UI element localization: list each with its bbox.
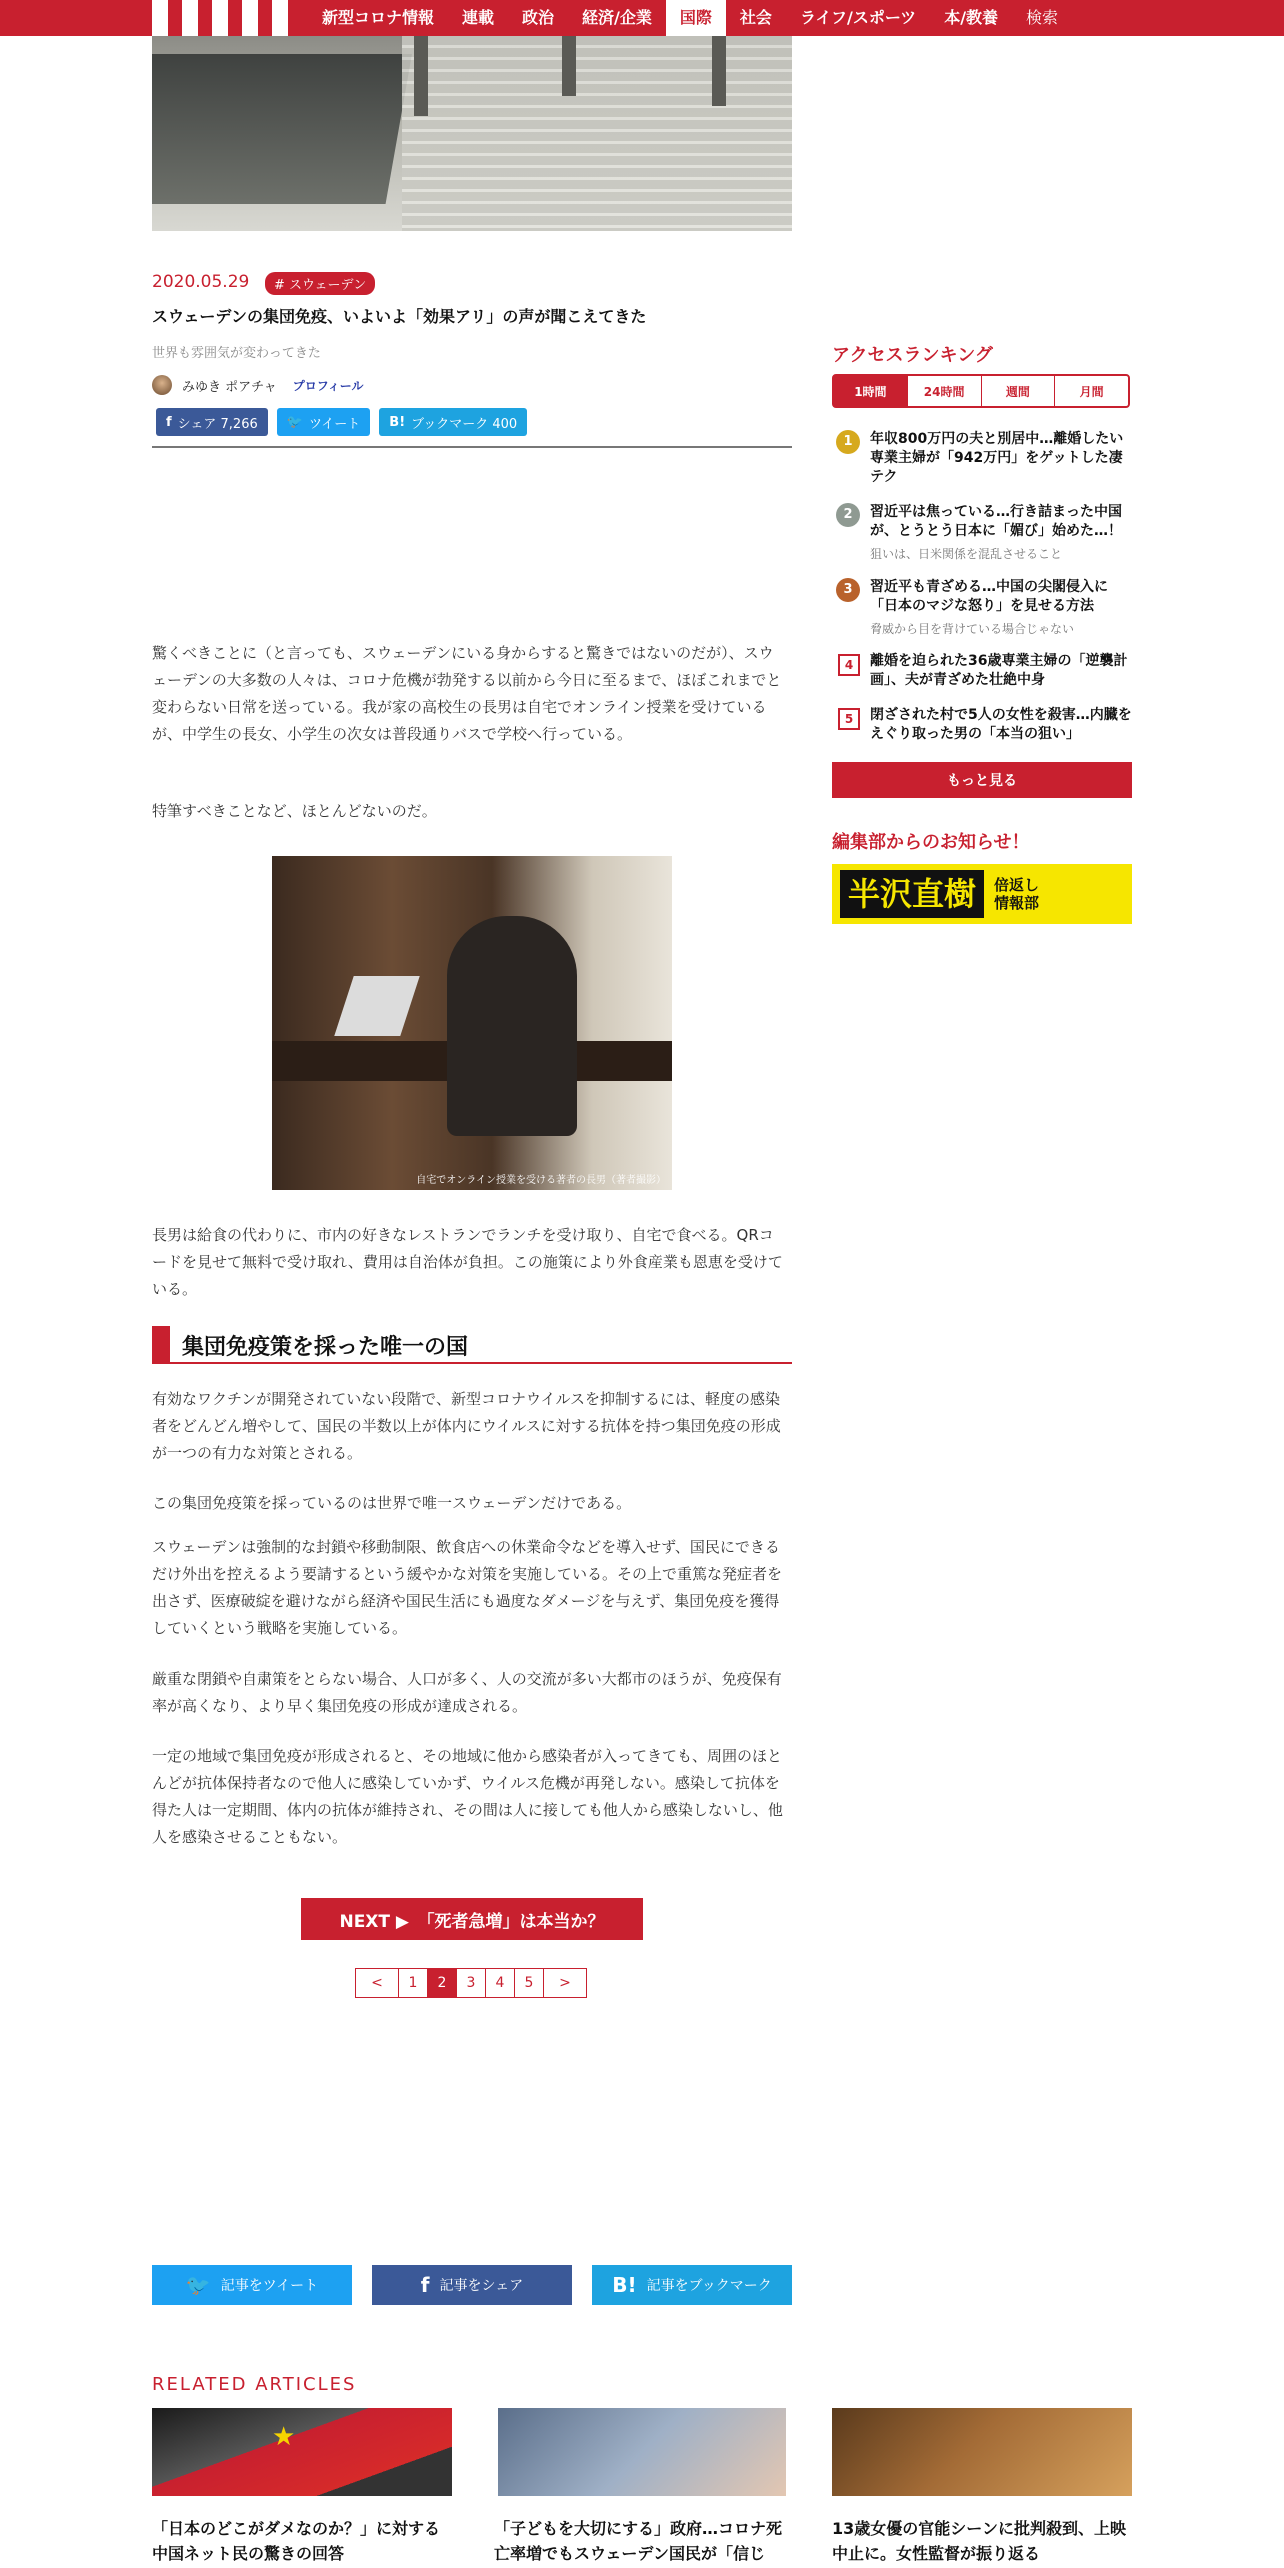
paragraph: 一定の地域で集団免疫が形成されると、その地域に他から感染者が入ってきても、周囲のほとんどが抗体保持者なので他人に感染していかず、ウイルス危機が再発しない。感染して抗体を得た人は一定期間、体内の抗体が維持され、その間は人に接しても他人から感染しないし、他人を感染させることもない。 bbox=[152, 1747, 783, 1846]
author-name: みゆき ポアチャ bbox=[182, 379, 277, 395]
ranking-title-text: 年収800万円の夫と別居中…離婚したい専業主婦が「942万円」をゲットした凄テク bbox=[870, 431, 1124, 485]
tab-week[interactable]: 週間 bbox=[982, 376, 1056, 406]
divider bbox=[152, 446, 792, 448]
related-thumb-2[interactable] bbox=[498, 2408, 786, 2496]
rank-badge-silver: 2 bbox=[836, 503, 860, 527]
facebook-icon: f bbox=[420, 2273, 430, 2297]
article-date: 2020.05.29 bbox=[152, 272, 250, 292]
related-thumb-1[interactable] bbox=[152, 2408, 452, 2496]
related-title-2[interactable]: 「子どもを大切にする」政府…コロナ死亡率増でもスウェーデン国民が「信じ bbox=[494, 2519, 783, 2563]
facebook-share-button[interactable]: f シェア 7,266 bbox=[156, 408, 268, 436]
tweet-button[interactable]: 🐦 ツイート bbox=[277, 408, 371, 436]
ranking-subtitle: 脅威から目を背けている場合じゃない bbox=[870, 622, 1075, 636]
profile-link[interactable]: プロフィール bbox=[292, 378, 364, 393]
article-tag[interactable]: # スウェーデン bbox=[265, 272, 375, 295]
pager-page-3[interactable]: 3 bbox=[457, 1969, 486, 1997]
hero-image bbox=[152, 36, 792, 231]
rank-badge-gold: 1 bbox=[836, 430, 860, 454]
ranking-item[interactable] bbox=[832, 578, 1132, 638]
nav-item-series[interactable]: 連載 bbox=[462, 8, 495, 27]
pager-page-1[interactable]: 1 bbox=[399, 1969, 428, 1997]
author-line bbox=[152, 375, 364, 395]
pagination bbox=[355, 1968, 587, 1998]
ranking-item[interactable] bbox=[832, 652, 1132, 696]
notice-title: 編集部からのお知らせ！ bbox=[832, 832, 1030, 853]
ranking-title-text: 閉ざされた村で5人の女性を殺害…内臓をえぐり取った男の「本当の狙い」 bbox=[870, 707, 1132, 742]
ranking-title: アクセスランキング bbox=[832, 345, 993, 366]
nav-item-books[interactable]: 本/教養 bbox=[944, 8, 999, 27]
ranking-subtitle: 狙いは、日米関係を混乱させること bbox=[870, 547, 1063, 561]
rank-badge: 5 bbox=[838, 708, 860, 730]
hatena-bookmark-button[interactable]: B! ブックマーク 400 bbox=[379, 408, 527, 436]
ranking-title-text: 習近平は焦っている…行き詰まった中国が、とうとう日本に「媚び」始めた…！ bbox=[870, 504, 1122, 539]
ranking-title-text: 離婚を迫られた36歳専業主婦の「逆襲計画」、夫が青ざめた壮絶中身 bbox=[870, 653, 1128, 688]
site-logo[interactable] bbox=[152, 0, 290, 36]
related-title-3[interactable]: 13歳女優の官能シーンに批判殺到、上映中止に。女性監督が振り返る bbox=[832, 2519, 1126, 2563]
pager-page-5[interactable]: 5 bbox=[515, 1969, 544, 1997]
paragraph: この集団免疫策を採っているのは世界で唯一スウェーデンだけである。 bbox=[152, 1494, 632, 1512]
rank-badge: 4 bbox=[838, 654, 860, 676]
bottom-facebook-share-button[interactable]: f 記事をシェア bbox=[372, 2265, 572, 2305]
ranking-item[interactable] bbox=[832, 430, 1132, 490]
nav-item-corona[interactable]: 新型コロナ情報 bbox=[322, 8, 435, 27]
pager-prev[interactable]: < bbox=[356, 1969, 399, 1997]
laptop-shape bbox=[334, 976, 419, 1036]
star-icon: ★ bbox=[272, 2422, 296, 2452]
nav-item-politics[interactable]: 政治 bbox=[522, 8, 555, 27]
banner-sub-1: 倍返し bbox=[994, 876, 1040, 894]
nav-item-economy[interactable]: 経済/企業 bbox=[582, 8, 652, 27]
nav-search[interactable]: 検索 bbox=[1026, 8, 1059, 27]
paragraph: 特筆すべきことなど、ほとんどないのだ。 bbox=[152, 802, 437, 820]
pager-page-2[interactable]: 2 bbox=[428, 1969, 457, 1997]
related-thumb-3[interactable] bbox=[832, 2408, 1132, 2496]
rank-badge-bronze: 3 bbox=[836, 578, 860, 602]
nav-item-society[interactable]: 社会 bbox=[739, 8, 772, 27]
hatena-icon: B! bbox=[389, 414, 406, 430]
nav-item-international[interactable]: 国際 bbox=[666, 0, 726, 36]
banner-title: 半沢直樹 bbox=[840, 870, 984, 918]
ranking-item[interactable] bbox=[832, 706, 1132, 750]
photo-caption: 自宅でオンライン授業を受ける著者の長男（著者撮影） bbox=[416, 1175, 666, 1186]
ranking-item[interactable] bbox=[832, 503, 1132, 563]
tab-24h[interactable]: 24時間 bbox=[908, 376, 982, 406]
nav-items bbox=[308, 0, 1072, 36]
ranking-tabs bbox=[832, 374, 1130, 408]
paragraph: 厳重な閉鎖や自粛策をとらない場合、人口が多く、人の交流が多い大都市のほうが、免疫保有率が高くなり、より早く集団免疫の形成が達成される。 bbox=[152, 1670, 782, 1715]
paragraph: 有効なワクチンが開発されていない段階で、新型コロナウイルスを抑制するには、軽度の感染者をどんどん増やして、国民の半数以上が体内にウイルスに対する抗体を持つ集団免疫の形成が一つの有力な対策とされる。 bbox=[152, 1390, 781, 1462]
pager-next[interactable]: > bbox=[559, 1975, 571, 1991]
related-title-1[interactable]: 「日本のどこがダメなのか？」に対する中国ネット民の驚きの回答 bbox=[152, 2519, 441, 2563]
tab-month[interactable]: 月間 bbox=[1079, 384, 1104, 399]
bottom-tweet-button[interactable]: 🐦 記事をツイート bbox=[152, 2265, 352, 2305]
nav-item-life-sports[interactable]: ライフ/スポーツ bbox=[799, 8, 917, 27]
article-subtitle: 世界も雰囲気が変わってきた bbox=[152, 346, 321, 361]
banner-sub-2: 情報部 bbox=[994, 894, 1040, 912]
related-heading: RELATED ARTICLES bbox=[152, 2374, 357, 2395]
twitter-icon: 🐦 bbox=[286, 414, 303, 430]
hanzawa-banner[interactable] bbox=[832, 864, 1132, 924]
more-ranking-button[interactable]: もっと見る bbox=[832, 762, 1132, 798]
twitter-icon: 🐦 bbox=[185, 2273, 211, 2297]
bottom-hatena-button[interactable]: B! 記事をブックマーク bbox=[592, 2265, 792, 2305]
person-shape bbox=[447, 916, 577, 1136]
article-photo bbox=[272, 856, 672, 1190]
top-nav bbox=[0, 0, 1284, 36]
paragraph: 驚くべきことに（と言っても、スウェーデンにいる身からすると驚きではないのだが）、スウェーデンの大多数の人々は、コロナ危機が勃発する以前から今日に至るまで、ほぼこれまでと変わらない日常を送っている。我が家の高校生の長男は自宅でオンライン授業を受けているが、中学生の長女、小学生の次女は普段通りバスで学校へ行っている。 bbox=[152, 644, 782, 743]
author-avatar bbox=[152, 375, 172, 395]
next-page-button[interactable]: NEXT ▶ 「死者急増」は本当か？ bbox=[301, 1898, 643, 1940]
ranking-title-text: 習近平も青ざめる…中国の尖閣侵入に「日本のマジな怒り」を見せる方法 bbox=[870, 579, 1108, 614]
article-title: スウェーデンの集団免疫、いよいよ「効果アリ」の声が聞こえてきた bbox=[152, 307, 647, 326]
share-row-top bbox=[156, 408, 527, 436]
tab-1h[interactable]: 1時間 bbox=[834, 376, 908, 406]
section-heading: 集団免疫策を採った唯一の国 bbox=[152, 1326, 792, 1364]
hatena-icon: B! bbox=[612, 2273, 637, 2297]
paragraph: スウェーデンは強制的な封鎖や移動制限、飲食店への休業命令などを導入せず、国民にできるだけ外出を控えるよう要請するという緩やかな対策を実施している。その上で重篤な発症者を出さず、医療破綻を避けながら経済や国民生活にも過度なダメージを与えず、集団免疫を獲得していくという戦略を実施している。 bbox=[152, 1538, 783, 1637]
paragraph: 長男は給食の代わりに、市内の好きなレストランでランチを受け取り、自宅で食べる。QRコードを見せて無料で受け取れ、費用は自治体が負担。この施策により外食産業も恩恵を受けている。 bbox=[152, 1226, 783, 1298]
pager-page-4[interactable]: 4 bbox=[486, 1969, 515, 1997]
facebook-icon: f bbox=[166, 414, 172, 430]
